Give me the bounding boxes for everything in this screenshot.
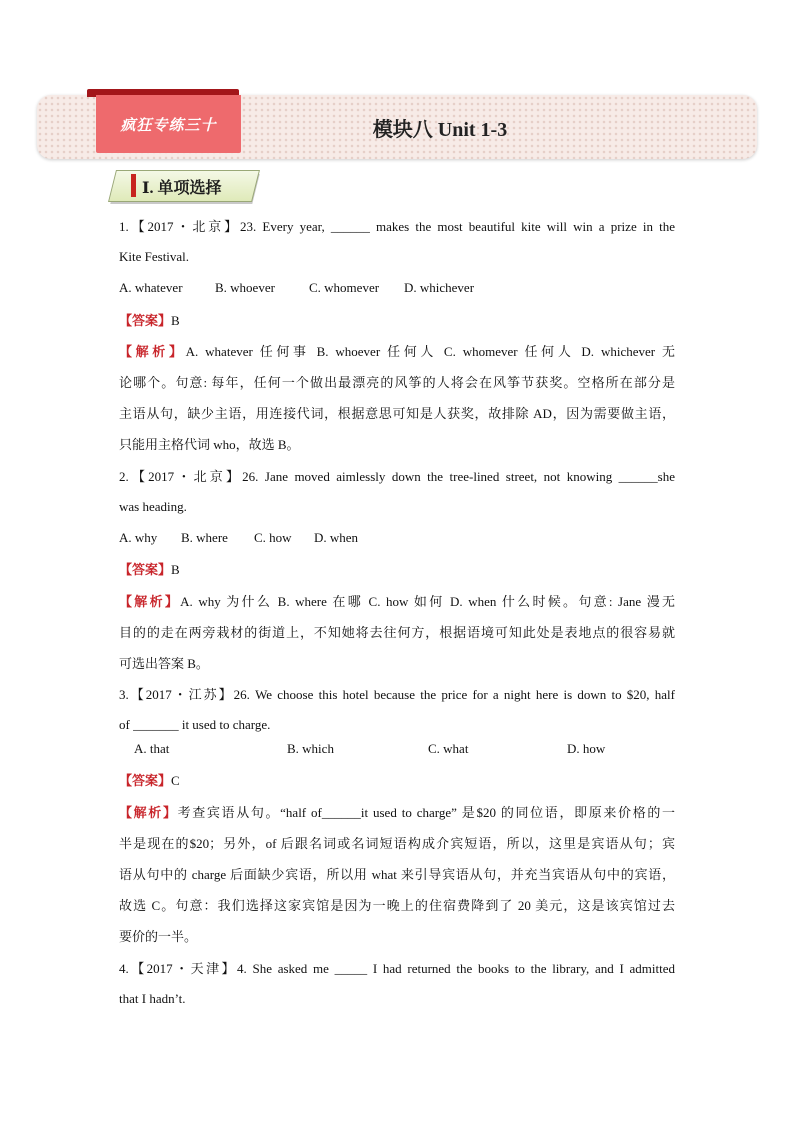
section-heading-bar [131, 174, 136, 197]
question-1-option-d: D. whichever [404, 280, 475, 295]
analysis-text: 考查宾语从句。“half of______it used to charge” 是$20 的同位语，即原来价格的一 [177, 805, 675, 820]
question-3-answer [119, 771, 675, 791]
analysis-tag: 【解析】 [119, 594, 181, 609]
question-1-line-2: Kite Festival. [119, 249, 190, 264]
answer-value: B [171, 313, 180, 328]
question-2-option-b: B. where [181, 530, 228, 545]
question-2-option-a: A. why [119, 530, 158, 545]
question-1-option-a: A. whatever [119, 280, 183, 295]
page-title: 模块八 Unit 1-3 [372, 119, 508, 141]
question-2-analysis-line-3: 可选出答案 B。 [119, 656, 209, 671]
question-1-line-1: 1.【2017・北京】23. Every year, ______ makes the most beautiful kite will win a prize in the [119, 219, 675, 234]
question-3-line-2: of _______ it used to charge. [119, 717, 271, 732]
analysis-text: A. why 为什么 B. where 在哪 C. how 如何 D. when 什么时候。句意: Jane 漫无 [180, 594, 675, 609]
question-3-option-b: B. which [287, 741, 334, 756]
question-2-answer [119, 560, 675, 580]
answer-tag: 【答案】 [119, 313, 172, 328]
question-3-analysis-line-3: 语从句中的 charge 后面缺少宾语，所以用 what 来引导宾语从句，并充当宾语从句中的宾语， [119, 867, 675, 882]
question-1-analysis-line-3: 主语从句，缺少主语，用连接代词，根据意思可知是人获奖，故排除 AD，因为需要做主语， [119, 406, 675, 421]
question-3-analysis-line-4: 故选 C。句意：我们选择这家宾馆是因为一晚上的住宿费降到了 20 美元，这是该宾馆过去 [119, 898, 675, 913]
series-badge: 疯狂专练三十 [96, 95, 241, 153]
analysis-tag: 【解析】 [119, 344, 186, 359]
question-1-analysis-line-2: 论哪个。句意: 每年，任何一个做出最漂亮的风筝的人将会在风筝节获奖。空格所在部分是 [119, 375, 675, 390]
question-2-option-c: C. how [254, 530, 292, 545]
question-3-option-d: D. how [567, 741, 606, 756]
section-heading-label: Ⅰ. 单项选择 [142, 180, 222, 197]
section-heading [112, 170, 258, 205]
question-1-option-b: B. whoever [215, 280, 275, 295]
question-3-option-a: A. that [134, 741, 170, 756]
question-2-line-1: 2.【2017・北京】26. Jane moved aimlessly down the tree-lined street, not knowing ______she [119, 469, 675, 484]
question-2-option-d: D. when [314, 530, 359, 545]
question-1-analysis-line-4: 只能用主格代词 who，故选 B。 [119, 437, 300, 452]
question-2-line-2: was heading. [119, 499, 187, 514]
question-4-line-1: 4.【2017・天津】4. She asked me _____ I had returned the books to the library, and I admitted [119, 961, 675, 976]
question-3-analysis-line-5: 要价的一半。 [119, 929, 198, 944]
answer-value: B [171, 562, 180, 577]
answer-value: C [171, 773, 180, 788]
analysis-tag: 【解析】 [119, 805, 178, 820]
analysis-text: A. whatever 任何事 B. whoever 任何人 C. whomever 任何人 D. whichever 无 [185, 344, 675, 359]
question-2-analysis-line-2: 目的的走在两旁栽材的街道上，不知她将去往何方，根据语境可知此处是表地点的很容易就 [119, 625, 675, 640]
question-1-option-c: C. whomever [309, 280, 380, 295]
question-1-answer [119, 311, 675, 331]
question-3-line-1: 3.【2017・江苏】26. We choose this hotel because the price for a night here is down to $20, half [119, 687, 675, 702]
answer-tag: 【答案】 [119, 773, 172, 788]
question-3-analysis-line-1 [119, 803, 675, 823]
question-2-analysis-line-1 [119, 592, 675, 612]
question-1-analysis-line-1 [119, 342, 675, 362]
answer-tag: 【答案】 [119, 562, 172, 577]
question-4-line-2: that I hadn’t. [119, 991, 186, 1006]
question-3-option-c: C. what [428, 741, 469, 756]
question-3-analysis-line-2: 半是现在的$20；另外，of 后跟名词或名词短语构成介宾短语，所以，这里是宾语从句；宾 [119, 836, 675, 851]
